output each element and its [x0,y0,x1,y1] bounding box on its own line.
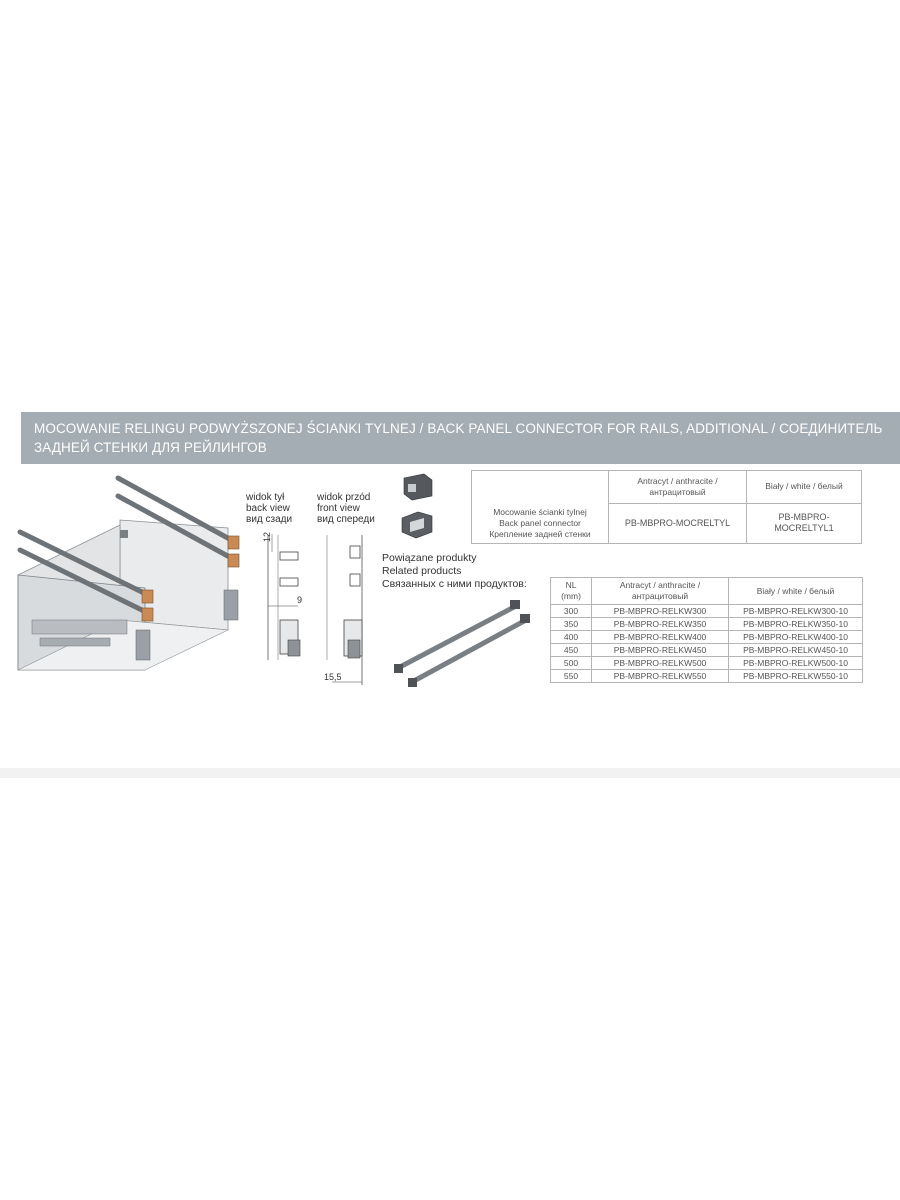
header-bialy: Biały / white / белый [729,578,863,605]
cell-antracyt: PB-MBPRO-RELKW300 [592,605,729,618]
back-view-label: widok tył back view вид сзади [246,492,293,525]
code-antracyt: PB-MBPRO-MOCRELTYL [609,503,747,544]
cell-nl: 450 [551,644,592,657]
connector-piece [142,590,153,603]
table-row [551,631,863,644]
connector-piece [142,608,153,621]
related-products-label: Powiązane produkty Related products Связанных с ними продуктов: [382,552,527,590]
cell-antracyt: PB-MBPRO-RELKW450 [592,644,729,657]
cell-bialy: PB-MBPRO-RELKW550-10 [729,670,863,683]
dimension-12: 12 [262,531,273,543]
cell-nl: 550 [551,670,592,683]
cell-bialy: PB-MBPRO-RELKW350-10 [729,618,863,631]
drawer-illustration [10,470,250,680]
cell-bialy: PB-MBPRO-RELKW300-10 [729,605,863,618]
cell-nl: 500 [551,657,592,670]
header-nl: NL (mm) [551,578,592,605]
related-products-table [550,577,863,683]
cell-bialy: PB-MBPRO-RELKW400-10 [729,631,863,644]
table-row [551,618,863,631]
cell-antracyt: PB-MBPRO-RELKW550 [592,670,729,683]
front-view-label: widok przód front view вид спереди [317,492,375,525]
related-rails-image [392,586,532,690]
dimension-9: 9 [297,595,303,605]
connector-piece [228,554,239,567]
table-row [551,605,863,618]
cell-antracyt: PB-MBPRO-RELKW400 [592,631,729,644]
footer-strip [0,768,900,778]
connector-table [471,470,862,544]
cell-antracyt: PB-MBPRO-RELKW350 [592,618,729,631]
page-title: MOCOWANIE RELINGU PODWYŻSZONEJ ŚCIANKI TYLNEJ / BACK PANEL CONNECTOR FOR RAILS, ADDITIONAL / СОЕДИНИТЕЛЬ ЗАДНЕЙ СТЕНКИ ДЛЯ РЕЙЛИНГОВ [34,421,883,455]
connector-product-images [398,470,438,544]
row-label: Mocowanie ścianki tylnej Back panel connector Крепление задней стенки [472,503,609,544]
table-empty-cell [472,471,609,504]
table-row [551,644,863,657]
header-bialy: Biały / white / белый [747,471,862,504]
dimension-15-5: 15,5 [324,672,342,682]
cell-nl: 350 [551,618,592,631]
cell-nl: 300 [551,605,592,618]
front-view-drawing [322,530,382,690]
table-row [551,670,863,683]
header-antracyt: Antracyt / anthracite / антрацитовый [592,578,729,605]
runner-detail [32,620,127,634]
header-band [21,412,900,464]
header-antracyt: Antracyt / anthracite / антрацитовый [609,471,747,504]
cell-nl: 400 [551,631,592,644]
cell-antracyt: PB-MBPRO-RELKW500 [592,657,729,670]
back-view-drawing [258,530,318,670]
connector-piece [228,536,239,549]
cell-bialy: PB-MBPRO-RELKW450-10 [729,644,863,657]
table-row [551,657,863,670]
code-bialy: PB-MBPRO-MOCRELTYL1 [747,503,862,544]
cell-bialy: PB-MBPRO-RELKW500-10 [729,657,863,670]
